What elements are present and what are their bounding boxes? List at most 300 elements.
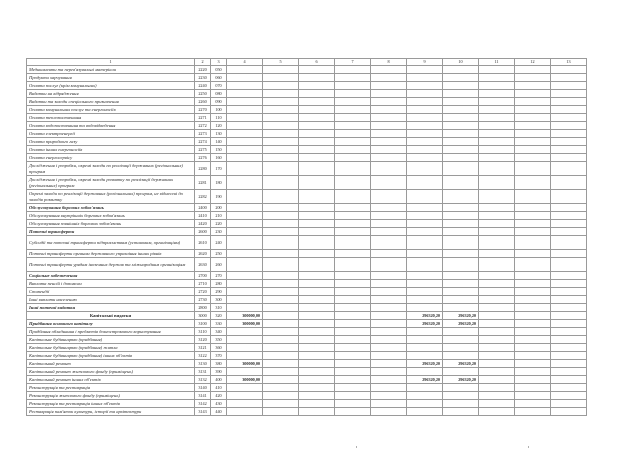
row-code: 2710	[195, 280, 211, 288]
value-cell	[263, 146, 299, 154]
row-code: 2276	[195, 154, 211, 162]
row-line-number: 250	[211, 250, 227, 258]
column-number: 7	[335, 59, 371, 66]
value-cell	[515, 66, 551, 74]
value-cell	[479, 228, 515, 236]
row-code: 3132	[195, 376, 211, 384]
value-cell	[299, 272, 335, 280]
value-cell	[479, 212, 515, 220]
table-body	[27, 66, 587, 416]
value-cell	[263, 384, 299, 392]
value-cell	[407, 162, 443, 176]
value-cell	[371, 236, 407, 250]
value-cell	[227, 106, 263, 114]
value-cell	[407, 304, 443, 312]
row-code: 3120	[195, 336, 211, 344]
value-cell: 296320,20	[407, 376, 443, 384]
table-row	[27, 204, 587, 212]
value-cell	[515, 212, 551, 220]
row-code: 3142	[195, 400, 211, 408]
row-code: 2220	[195, 66, 211, 74]
value-cell	[551, 280, 587, 288]
value-cell	[515, 280, 551, 288]
value-cell	[479, 138, 515, 146]
value-cell	[479, 344, 515, 352]
value-cell	[335, 228, 371, 236]
value-cell	[551, 408, 587, 416]
row-code: 3130	[195, 360, 211, 368]
value-cell	[371, 190, 407, 204]
value-cell	[299, 82, 335, 90]
value-cell	[551, 400, 587, 408]
row-name: Виплата пенсій і допомоги	[27, 280, 195, 288]
row-name: Оплата інших енергоносіїв	[27, 146, 195, 154]
row-name: Обслуговування зовнішніх боргових зобов'язань	[27, 220, 195, 228]
value-cell	[335, 360, 371, 368]
row-line-number: 160	[211, 154, 227, 162]
value-cell: 296320,20	[443, 320, 479, 328]
column-number: 11	[479, 59, 515, 66]
value-cell	[335, 74, 371, 82]
row-line-number: 370	[211, 352, 227, 360]
value-cell	[263, 138, 299, 146]
row-line-number: 300	[211, 296, 227, 304]
value-cell	[407, 138, 443, 146]
value-cell	[515, 204, 551, 212]
value-cell	[299, 220, 335, 228]
row-name: Медикаменти та перев'язувальні матеріали	[27, 66, 195, 74]
value-cell	[479, 162, 515, 176]
row-code: 2271	[195, 114, 211, 122]
table-row	[27, 344, 587, 352]
value-cell	[515, 336, 551, 344]
value-cell	[443, 130, 479, 138]
value-cell	[227, 236, 263, 250]
value-cell	[515, 122, 551, 130]
value-cell	[551, 320, 587, 328]
value-cell	[335, 272, 371, 280]
value-cell	[551, 154, 587, 162]
value-cell	[515, 114, 551, 122]
table-row	[27, 138, 587, 146]
table-row	[27, 408, 587, 416]
value-cell	[335, 368, 371, 376]
value-cell	[371, 114, 407, 122]
column-number-row	[27, 59, 587, 66]
value-cell	[407, 368, 443, 376]
value-cell	[263, 82, 299, 90]
value-cell: 300000,00	[227, 360, 263, 368]
value-cell	[371, 296, 407, 304]
value-cell	[335, 250, 371, 258]
column-number: 12	[515, 59, 551, 66]
row-code: 2400	[195, 204, 211, 212]
row-line-number: 080	[211, 90, 227, 98]
value-cell	[515, 312, 551, 320]
value-cell	[479, 146, 515, 154]
table-row	[27, 162, 587, 176]
value-cell	[263, 400, 299, 408]
value-cell	[407, 114, 443, 122]
value-cell	[407, 66, 443, 74]
value-cell	[443, 336, 479, 344]
value-cell	[227, 288, 263, 296]
row-code: 2720	[195, 288, 211, 296]
table-row	[27, 90, 587, 98]
row-name: Поточні трансферти урядам іноземних держав та міжнародним організаціям	[27, 258, 195, 272]
table-row	[27, 320, 587, 328]
value-cell	[299, 154, 335, 162]
column-number: 1	[27, 59, 195, 66]
value-cell	[335, 122, 371, 130]
row-line-number: 400	[211, 376, 227, 384]
column-number: 5	[263, 59, 299, 66]
value-cell: 300000,00	[227, 320, 263, 328]
value-cell	[407, 146, 443, 154]
value-cell	[443, 122, 479, 130]
value-cell	[335, 320, 371, 328]
table-row	[27, 280, 587, 288]
value-cell	[335, 304, 371, 312]
value-cell	[299, 296, 335, 304]
value-cell	[515, 320, 551, 328]
value-cell	[407, 82, 443, 90]
value-cell	[479, 74, 515, 82]
value-cell	[371, 328, 407, 336]
value-cell	[227, 162, 263, 176]
row-code: 2282	[195, 190, 211, 204]
value-cell	[443, 280, 479, 288]
value-cell	[479, 130, 515, 138]
row-line-number: 380	[211, 360, 227, 368]
row-name: Субсидії та поточні трансферти підприємствам (установам, організаціям)	[27, 236, 195, 250]
row-name: Обслуговування внутрішніх боргових зобов'язань	[27, 212, 195, 220]
value-cell	[515, 392, 551, 400]
value-cell	[407, 204, 443, 212]
value-cell	[227, 250, 263, 258]
value-cell	[371, 204, 407, 212]
value-cell	[407, 408, 443, 416]
value-cell	[443, 146, 479, 154]
row-name: Капітальне будівництво (придбання) житла	[27, 344, 195, 352]
table-row	[27, 250, 587, 258]
row-code: 2275	[195, 146, 211, 154]
value-cell	[371, 280, 407, 288]
value-cell	[443, 352, 479, 360]
value-cell	[407, 400, 443, 408]
row-code: 3122	[195, 352, 211, 360]
row-line-number: 190	[211, 190, 227, 204]
value-cell	[335, 280, 371, 288]
value-cell	[263, 376, 299, 384]
value-cell	[479, 280, 515, 288]
value-cell	[227, 272, 263, 280]
value-cell: 296320,20	[407, 360, 443, 368]
value-cell	[515, 138, 551, 146]
value-cell	[371, 312, 407, 320]
value-cell	[371, 146, 407, 154]
value-cell	[335, 312, 371, 320]
value-cell	[371, 154, 407, 162]
value-cell	[551, 368, 587, 376]
value-cell	[263, 272, 299, 280]
row-code: 2700	[195, 272, 211, 280]
row-name: Реконструкція та реставрація	[27, 384, 195, 392]
value-cell	[479, 336, 515, 344]
row-line-number: 150	[211, 146, 227, 154]
value-cell	[299, 328, 335, 336]
value-cell	[371, 106, 407, 114]
value-cell	[551, 228, 587, 236]
value-cell	[299, 138, 335, 146]
row-code: 2273	[195, 130, 211, 138]
value-cell	[479, 236, 515, 250]
value-cell	[407, 90, 443, 98]
value-cell	[551, 312, 587, 320]
value-cell	[407, 352, 443, 360]
value-cell	[479, 360, 515, 368]
value-cell	[227, 122, 263, 130]
value-cell	[299, 236, 335, 250]
table-row	[27, 288, 587, 296]
row-name: Оплата водопостачання та водовідведення	[27, 122, 195, 130]
value-cell	[479, 272, 515, 280]
value-cell	[407, 212, 443, 220]
row-line-number: 390	[211, 368, 227, 376]
value-cell	[407, 98, 443, 106]
row-line-number: 350	[211, 336, 227, 344]
value-cell	[263, 280, 299, 288]
value-cell	[263, 304, 299, 312]
value-cell	[407, 258, 443, 272]
value-cell	[299, 146, 335, 154]
row-line-number: 090	[211, 98, 227, 106]
value-cell	[551, 212, 587, 220]
value-cell	[263, 228, 299, 236]
value-cell	[443, 162, 479, 176]
row-code: 2281	[195, 176, 211, 190]
value-cell	[407, 176, 443, 190]
row-code: 2620	[195, 250, 211, 258]
value-cell	[551, 304, 587, 312]
row-code: 2420	[195, 220, 211, 228]
value-cell	[299, 130, 335, 138]
value-cell	[335, 288, 371, 296]
value-cell	[443, 90, 479, 98]
value-cell	[335, 106, 371, 114]
value-cell	[515, 328, 551, 336]
value-cell	[299, 74, 335, 82]
value-cell	[263, 328, 299, 336]
value-cell	[263, 162, 299, 176]
value-cell	[515, 344, 551, 352]
value-cell	[227, 130, 263, 138]
value-cell	[479, 250, 515, 258]
value-cell	[299, 376, 335, 384]
value-cell	[443, 384, 479, 392]
value-cell	[299, 250, 335, 258]
value-cell	[515, 162, 551, 176]
table-row	[27, 304, 587, 312]
value-cell	[515, 82, 551, 90]
value-cell	[551, 236, 587, 250]
value-cell	[515, 228, 551, 236]
value-cell	[227, 146, 263, 154]
table-row	[27, 296, 587, 304]
value-cell	[551, 344, 587, 352]
value-cell	[335, 162, 371, 176]
value-cell	[515, 146, 551, 154]
value-cell	[479, 352, 515, 360]
table-row	[27, 336, 587, 344]
row-code: 3141	[195, 392, 211, 400]
value-cell	[299, 368, 335, 376]
table-row	[27, 114, 587, 122]
value-cell: 296320,20	[443, 360, 479, 368]
value-cell	[551, 204, 587, 212]
value-cell	[299, 258, 335, 272]
row-code: 2250	[195, 90, 211, 98]
page-mark	[528, 446, 529, 448]
table-row	[27, 352, 587, 360]
row-line-number: 320	[211, 312, 227, 320]
value-cell: 300000,00	[227, 376, 263, 384]
value-cell	[515, 258, 551, 272]
value-cell	[299, 392, 335, 400]
row-line-number: 130	[211, 130, 227, 138]
row-name: Капітальне будівництво (придбання)	[27, 336, 195, 344]
row-code: 2230	[195, 74, 211, 82]
row-line-number: 240	[211, 236, 227, 250]
row-line-number: 070	[211, 82, 227, 90]
value-cell	[335, 352, 371, 360]
value-cell	[551, 176, 587, 190]
value-cell	[335, 212, 371, 220]
row-name: Капітальний ремонт	[27, 360, 195, 368]
row-line-number: 060	[211, 74, 227, 82]
value-cell	[371, 212, 407, 220]
row-code: 3100	[195, 320, 211, 328]
table-row	[27, 98, 587, 106]
row-code: 2600	[195, 228, 211, 236]
value-cell	[479, 106, 515, 114]
value-cell	[299, 90, 335, 98]
value-cell	[515, 250, 551, 258]
value-cell	[443, 212, 479, 220]
value-cell	[335, 66, 371, 74]
row-name: Придбання обладнання і предметів довгострокового користування	[27, 328, 195, 336]
value-cell	[551, 190, 587, 204]
value-cell	[515, 352, 551, 360]
value-cell	[335, 90, 371, 98]
value-cell	[299, 312, 335, 320]
table-row	[27, 384, 587, 392]
value-cell	[407, 336, 443, 344]
value-cell	[551, 82, 587, 90]
value-cell	[515, 360, 551, 368]
value-cell	[443, 106, 479, 114]
value-cell	[263, 296, 299, 304]
value-cell: 296320,20	[443, 312, 479, 320]
value-cell	[479, 384, 515, 392]
value-cell	[515, 296, 551, 304]
value-cell	[479, 328, 515, 336]
value-cell	[227, 400, 263, 408]
row-line-number: 050	[211, 66, 227, 74]
value-cell	[335, 344, 371, 352]
row-code: 2410	[195, 212, 211, 220]
row-code: 3140	[195, 384, 211, 392]
value-cell	[263, 204, 299, 212]
value-cell	[479, 154, 515, 162]
row-name: Реконструкція та реставрація інших об'єктів	[27, 400, 195, 408]
value-cell	[371, 368, 407, 376]
row-line-number: 260	[211, 258, 227, 272]
value-cell	[443, 296, 479, 304]
value-cell	[407, 228, 443, 236]
table-row	[27, 74, 587, 82]
value-cell	[227, 176, 263, 190]
row-code: 2270	[195, 106, 211, 114]
row-code: 3000	[195, 312, 211, 320]
row-name: Оплата енергосервісу	[27, 154, 195, 162]
value-cell	[551, 272, 587, 280]
row-name: Окремі заходи по реалізації державних (регіональних) програм, не віднесені до заходів розвитку	[27, 190, 195, 204]
row-code: 3121	[195, 344, 211, 352]
value-cell	[371, 228, 407, 236]
value-cell	[443, 400, 479, 408]
row-line-number: 220	[211, 220, 227, 228]
value-cell	[371, 66, 407, 74]
table-row	[27, 236, 587, 250]
row-code: 2240	[195, 82, 211, 90]
table-row	[27, 106, 587, 114]
table-row	[27, 176, 587, 190]
value-cell	[263, 288, 299, 296]
value-cell	[263, 360, 299, 368]
row-line-number: 210	[211, 212, 227, 220]
value-cell	[371, 272, 407, 280]
value-cell	[407, 154, 443, 162]
value-cell	[551, 376, 587, 384]
row-name: Соціальне забезпечення	[27, 272, 195, 280]
row-line-number: 420	[211, 392, 227, 400]
value-cell	[263, 352, 299, 360]
value-cell	[335, 392, 371, 400]
value-cell	[515, 190, 551, 204]
value-cell	[515, 400, 551, 408]
value-cell	[479, 288, 515, 296]
value-cell	[299, 122, 335, 130]
value-cell	[299, 114, 335, 122]
value-cell	[335, 82, 371, 90]
value-cell	[407, 280, 443, 288]
row-code: 2280	[195, 162, 211, 176]
row-name: Оплата природного газу	[27, 138, 195, 146]
value-cell	[407, 122, 443, 130]
value-cell	[371, 360, 407, 368]
value-cell	[479, 312, 515, 320]
row-line-number: 180	[211, 176, 227, 190]
value-cell	[371, 400, 407, 408]
value-cell	[551, 74, 587, 82]
value-cell	[299, 212, 335, 220]
value-cell	[371, 130, 407, 138]
value-cell	[335, 154, 371, 162]
value-cell	[263, 250, 299, 258]
row-name: Обслуговування боргових зобов'язань	[27, 204, 195, 212]
value-cell	[227, 304, 263, 312]
